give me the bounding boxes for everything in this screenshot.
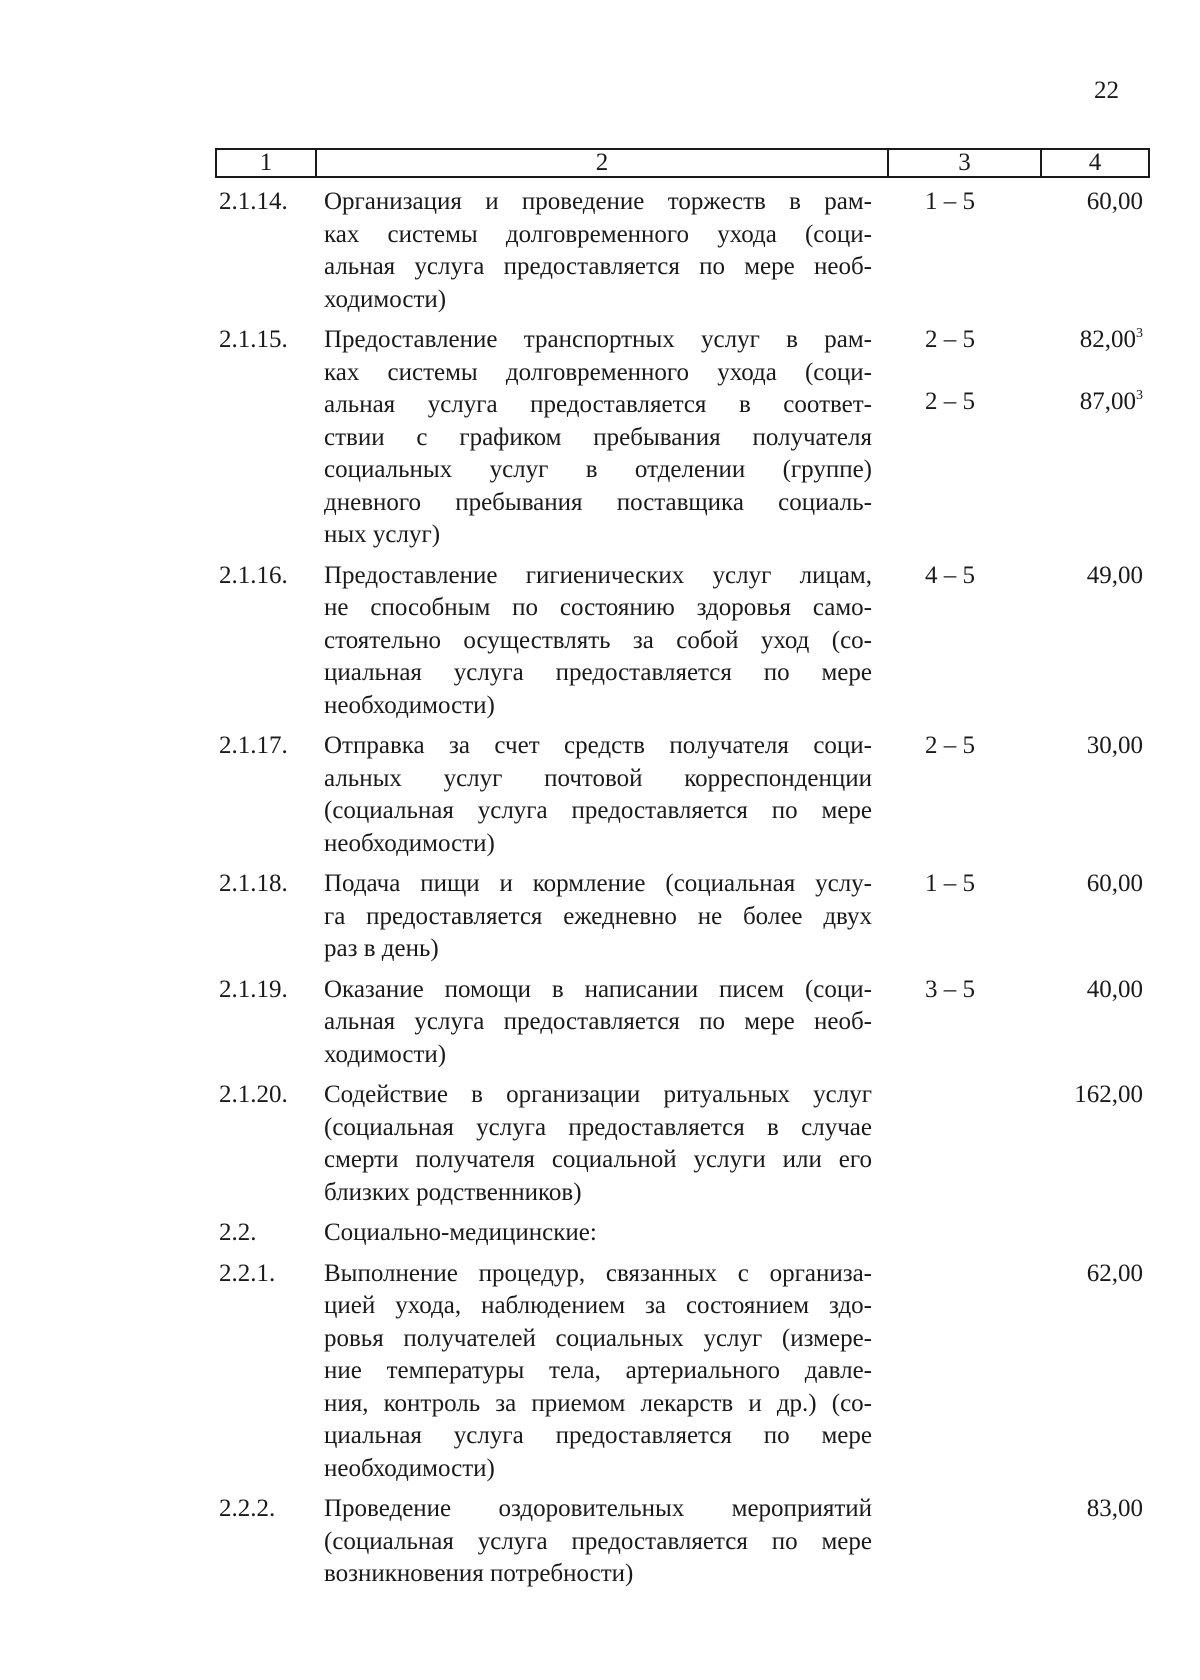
description-line: (социальная услуга предоставляется по мере bbox=[324, 1527, 872, 1555]
row-description bbox=[324, 1258, 872, 1486]
description-line: возникновения потребности) bbox=[324, 1560, 634, 1587]
description-line: альная услуга предоставляется в соответ- bbox=[324, 391, 872, 418]
row-description bbox=[324, 1079, 872, 1209]
price-value: 82,00$^3$ bbox=[1079, 326, 1143, 353]
row-number: 2.1.18. bbox=[219, 870, 288, 897]
duration-range: 4 – 5 bbox=[925, 561, 975, 589]
price-value: 83,00 bbox=[1086, 1495, 1143, 1522]
description-line: циальная услуга предоставляется по мере bbox=[324, 1422, 872, 1449]
duration-range: 1 – 5 bbox=[925, 188, 975, 215]
table-body bbox=[0, 186, 1200, 1599]
row-number: 2.2.2. bbox=[219, 1495, 276, 1522]
description-line: альная услуга предоставляется по мере необ- bbox=[324, 253, 872, 280]
description-line: альная услуга предоставляется по мере необ- bbox=[324, 1008, 872, 1035]
row-description bbox=[324, 974, 872, 1072]
row-description bbox=[324, 730, 872, 860]
description-line: ние температуры тела, артериального давле- bbox=[324, 1357, 872, 1384]
description-line: необходимости) bbox=[324, 691, 495, 719]
row-description bbox=[324, 324, 872, 552]
footnote-marker: 3 bbox=[1136, 326, 1143, 341]
description-line: смерти получателя социальной услуги или его bbox=[324, 1146, 872, 1173]
description-line: га предоставляется ежедневно не более двух bbox=[324, 902, 872, 930]
description-line: Проведение оздоровительных мероприятий bbox=[324, 1495, 872, 1522]
description-line: ствии с графиком пребывания получателя bbox=[324, 423, 872, 451]
header-col-3: 3 bbox=[889, 150, 1042, 176]
description-line: Отправка за счет средств получателя соци- bbox=[324, 732, 872, 759]
row-number: 2.2.1. bbox=[219, 1259, 276, 1287]
price-value: 30,00 bbox=[1086, 732, 1143, 759]
row-number: 2.2. bbox=[219, 1219, 257, 1246]
description-line: ния, контроль за приемом лекарств и др.) (со- bbox=[324, 1389, 872, 1417]
description-line: Содействие в организации ритуальных услуг bbox=[324, 1081, 872, 1108]
description-line: необходимости) bbox=[324, 829, 495, 857]
description-line: Организация и проведение торжеств в рам- bbox=[324, 188, 872, 215]
duration-range: 1 – 5 bbox=[925, 870, 975, 897]
description-line: близких родственников) bbox=[324, 1178, 582, 1206]
header-col-1: 1 bbox=[217, 150, 317, 176]
duration-range: 2 – 5 bbox=[925, 732, 975, 759]
description-line: необходимости) bbox=[324, 1454, 495, 1482]
description-line: дневного пребывания поставщика социаль- bbox=[324, 488, 872, 516]
row-description bbox=[324, 868, 872, 966]
price-value: 162,00 bbox=[1074, 1081, 1143, 1108]
price-value: 40,00 bbox=[1086, 975, 1143, 1003]
description-line: раз в день) bbox=[324, 935, 439, 962]
row-description bbox=[324, 560, 872, 723]
table-row bbox=[0, 1493, 1200, 1591]
price-value: 87,00$^3$ bbox=[1079, 388, 1143, 415]
footnote-marker: 3 bbox=[1136, 388, 1143, 403]
price-value: 62,00 bbox=[1086, 1259, 1143, 1287]
description-line: циальная услуга предоставляется по мере bbox=[324, 659, 872, 686]
price-value: 60,00 bbox=[1086, 870, 1143, 897]
row-number: 2.1.15. bbox=[219, 326, 288, 353]
description-line: (социальная услуга предоставляется в случае bbox=[324, 1113, 872, 1141]
price-value: 49,00 bbox=[1086, 561, 1143, 589]
row-description bbox=[324, 1493, 872, 1591]
description-line: цией ухода, наблюдением за состоянием здо- bbox=[324, 1292, 872, 1319]
row-number: 2.1.14. bbox=[219, 188, 288, 215]
description-line: Выполнение процедур, связанных с организа- bbox=[324, 1259, 872, 1287]
table-header bbox=[215, 148, 1150, 178]
description-line: Предоставление гигиенических услуг лицам, bbox=[324, 561, 872, 589]
duration-range: 3 – 5 bbox=[925, 975, 975, 1003]
table-row bbox=[0, 868, 1200, 966]
row-number: 2.1.20. bbox=[219, 1081, 288, 1108]
row-description bbox=[324, 186, 872, 316]
description-line: не способным по состоянию здоровья само- bbox=[324, 594, 872, 621]
description-line: ках системы долговременного ухода (соци- bbox=[324, 220, 872, 248]
row-number: 2.1.19. bbox=[219, 975, 288, 1003]
description-line: ходимости) bbox=[324, 285, 447, 313]
table-row bbox=[0, 560, 1200, 723]
table-row bbox=[0, 186, 1200, 316]
row-number: 2.1.17. bbox=[219, 732, 288, 759]
description-line: (социальная услуга предоставляется по мере bbox=[324, 797, 872, 824]
description-line: социальных услуг в отделении (группе) bbox=[324, 456, 872, 483]
table-row bbox=[0, 1079, 1200, 1209]
header-col-4: 4 bbox=[1088, 149, 1102, 176]
description-line: Предоставление транспортных услуг в рам- bbox=[324, 326, 872, 353]
price-value: 60,00 bbox=[1086, 188, 1143, 215]
description-line: ных услуг) bbox=[324, 521, 441, 548]
table-row bbox=[0, 730, 1200, 860]
description-line: Оказание помощи в написании писем (соци- bbox=[324, 975, 872, 1003]
page-number: 22 bbox=[1094, 77, 1119, 104]
description-line: ках системы долговременного ухода (соци- bbox=[324, 358, 872, 386]
table-row bbox=[0, 974, 1200, 1072]
duration-range: 2 – 5 bbox=[925, 326, 975, 353]
duration-range: 2 – 5 bbox=[925, 388, 975, 415]
description-line: стоятельно осуществлять за собой уход (со- bbox=[324, 626, 872, 654]
header-col-2: 2 bbox=[317, 150, 889, 176]
description-line: ходимости) bbox=[324, 1040, 447, 1068]
description-line: ровья получателей социальных услуг (измере- bbox=[324, 1324, 872, 1352]
description-line: Подача пищи и кормление (социальная услу- bbox=[324, 870, 872, 897]
description-line: альных услуг почтовой корреспонденции bbox=[324, 764, 872, 792]
description-line: Социально-медицинские: bbox=[324, 1219, 597, 1246]
table-row bbox=[0, 1217, 1200, 1250]
row-number: 2.1.16. bbox=[219, 561, 288, 589]
table-row bbox=[0, 324, 1200, 552]
row-description bbox=[324, 1217, 872, 1250]
table-row bbox=[0, 1258, 1200, 1486]
